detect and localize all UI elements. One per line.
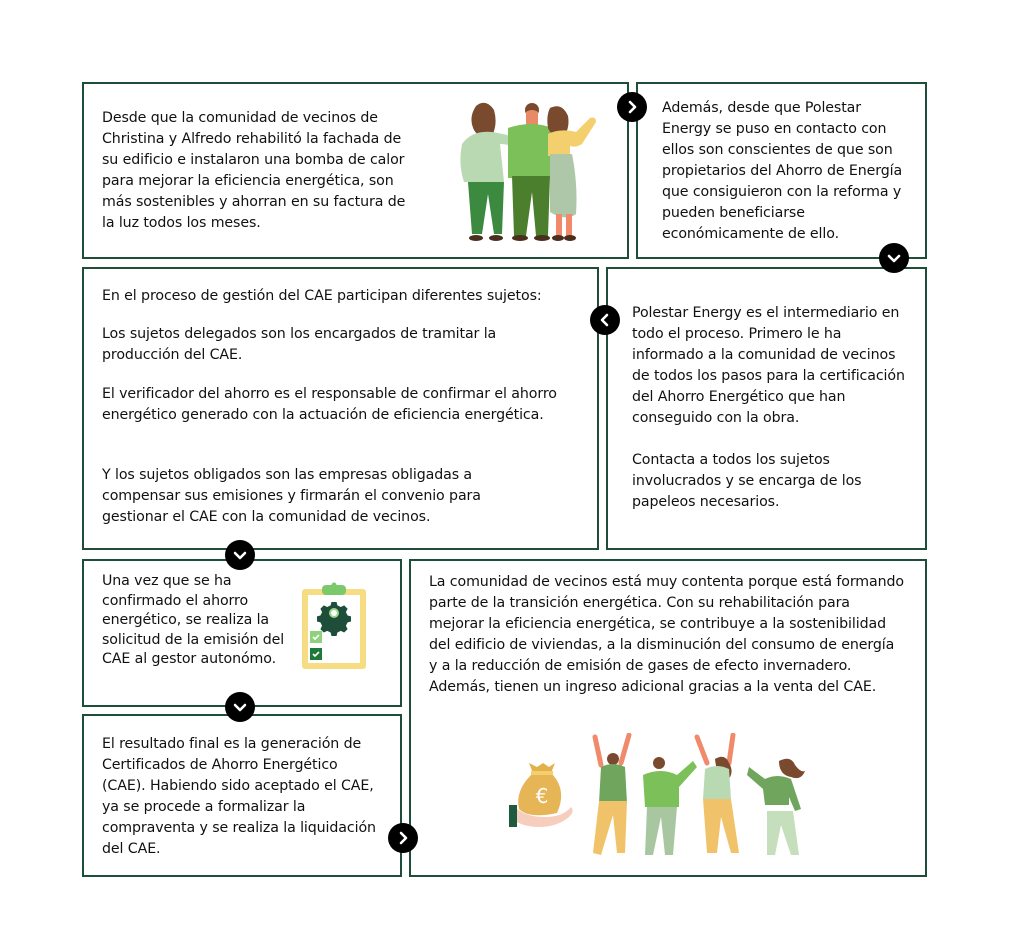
step-2-card — [636, 82, 927, 259]
step-1-card — [82, 82, 629, 259]
step-3-paragraph-1: En el proceso de gestión del CAE participan diferentes sujetos: — [102, 288, 542, 304]
chevron-down-icon[interactable] — [225, 540, 255, 570]
step-3-card — [82, 267, 599, 550]
chevron-left-icon[interactable] — [590, 305, 620, 335]
step-6-text: El resultado final es la generación de Certificados de Ahorro Energético (CAE). Habiendo sido aceptado el CAE, ya se procede a formalizar la compraventa y se realiza la liquidación del CAE. — [102, 736, 376, 857]
step-3-paragraph-4: Y los sujetos obligados son las empresas obligadas a compensar sus emisiones y firmarán el convenio para gestionar el CAE con la comunidad de vecinos. — [102, 467, 481, 525]
step-6-card — [82, 714, 402, 877]
step-2-text: Además, desde que Polestar Energy se puso en contacto con ellos son conscientes de que son propietarios del Ahorro de Energía que consiguieron con la reforma y pueden beneficiarse económicamente de ello. — [662, 100, 903, 242]
step-5-card — [82, 559, 402, 707]
chevron-down-icon[interactable] — [879, 243, 909, 273]
step-7-card — [409, 559, 927, 877]
group-of-people-illustration — [456, 98, 606, 246]
step-4-paragraph-2: Contacta a todos los sujetos involucrados y se encarga de los papeleos necesarios. — [632, 452, 862, 510]
celebrating-people-illustration — [583, 733, 823, 861]
svg-text:€: € — [535, 784, 549, 808]
chevron-right-icon[interactable] — [617, 92, 647, 122]
step-1-text: Desde que la comunidad de vecinos de Christina y Alfredo rehabilitó la fachada de su edificio e instalaron una bomba de calor para mejorar la eficiencia energética, son más sostenibles y ahorran en su factura de la luz todos los meses. — [102, 110, 406, 231]
step-3-paragraph-3: El verificador del ahorro es el responsable de confirmar el ahorro energético generado con la actuación de eficiencia energética. — [102, 386, 557, 423]
clipboard-gear-icon — [300, 581, 368, 671]
step-4-paragraph-1: Polestar Energy es el intermediario en todo el proceso. Primero le ha informado a la comunidad de vecinos de todos los pasos para la certificación del Ahorro Energético que han conseguido con la obra. — [632, 305, 905, 426]
money-bag-euro-icon — [509, 759, 575, 829]
step-5-text: Una vez que se ha confirmado el ahorro energético, se realiza la solicitud de la emisión del CAE al gestor autonómo. — [102, 573, 285, 667]
chevron-down-icon[interactable] — [225, 692, 255, 722]
step-7-text: La comunidad de vecinos está muy contenta porque está formando parte de la transición energética. Con su rehabilitación para mejorar la eficiencia energética, se contribuye a la sostenibilidad del edificio de viviendas, a la disminución del consumo de energía y a la reducción de emisión de gases de efecto invernadero. Además, tienen un ingreso adicional gracias a la venta del CAE. — [429, 574, 905, 695]
step-4-card — [606, 267, 927, 550]
step-3-paragraph-2: Los sujetos delegados son los encargados de tramitar la producción del CAE. — [102, 326, 497, 363]
chevron-right-icon[interactable] — [388, 823, 418, 853]
